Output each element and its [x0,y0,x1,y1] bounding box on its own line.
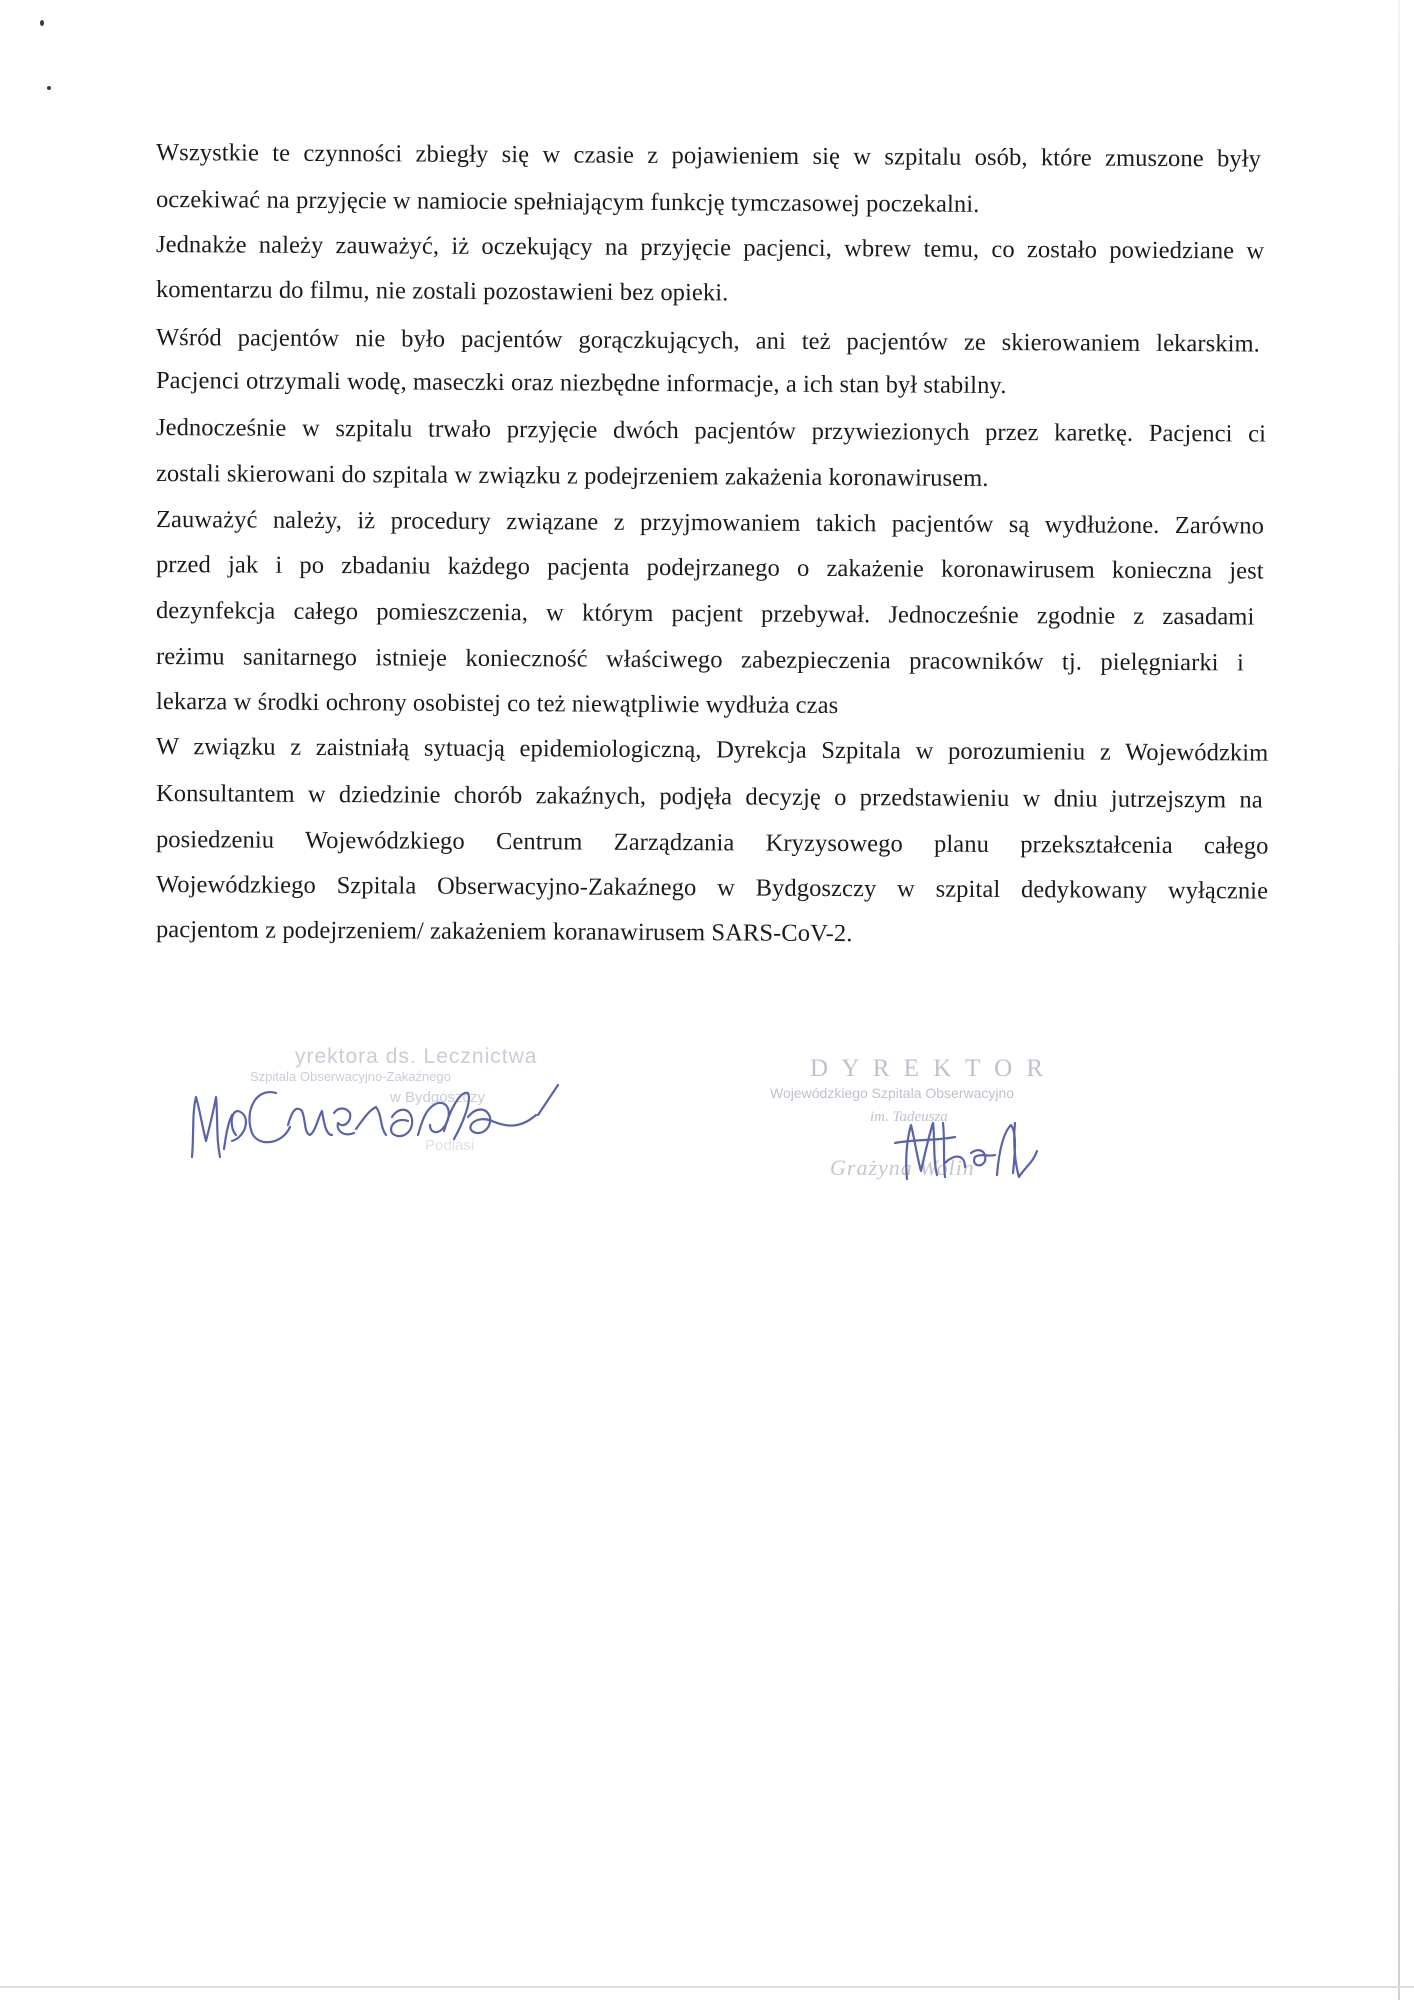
text-line: przed jak i po zbadaniu każdego pacjenta podejrzanego o zakażenie koronawirusem konieczna jest [155,551,1264,585]
text-line: Wojewódzkiego Szpitala Obserwacyjno-Zakaźnego w Bydgoszczy w szpital dedykowany wyłącznie [155,871,1269,905]
scan-speck [40,20,44,26]
text-line: Jednakże należy zauważyć, iż oczekujący na przyjęcie pacjenci, wbrew temu, co zostało powiedziane w [155,231,1265,265]
stamp-line: Podlasi [425,1137,475,1154]
signature-left [186,1045,606,1175]
scan-edge-right [1398,0,1400,2000]
text-line: pacjentom z podejrzeniem/ zakażeniem koranawirusem SARS-CoV-2. [155,916,853,948]
text-line: Jednocześnie w szpitalu trwało przyjęcie dwóch pacjentów przywiezionych przez karetkę. Pacjenci ci [155,414,1267,448]
text-line: komentarzu do filmu, nie zostali pozostawieni bez opieki. [155,276,729,307]
scan-speck [47,86,51,90]
signature-right [885,1083,1085,1203]
text-line: oczekiwać na przyjęcie w namiocie spełniającym funkcję tymczasowej poczekalni. [155,186,980,218]
text-line: posiedzeniu Wojewódzkiego Centrum Zarządzania Kryzysowego planu przekształcenia całego [155,826,1269,860]
text-line: Wszystkie te czynności zbiegły się w czasie z pojawieniem się w szpitalu osób, które zmuszone były [155,139,1262,173]
stamp-line: im. Tadeusza [870,1109,948,1125]
deputy-director-stamp [190,1045,610,1175]
text-line: Pacjenci otrzymali wodę, maseczki oraz niezbędne informacje, a ich stan był stabilny. [155,367,1007,400]
text-line: W związku z zaistniałą sytuacją epidemiologiczną, Dyrekcja Szpitala w porozumieniu z Wojewódzkim [155,733,1269,767]
stamp-line: Szpitala Obserwacyjno-Zakaźnego [250,1069,451,1084]
stamp-line: Grażyna Wolin [830,1155,975,1180]
scan-edge-bottom [0,1986,1414,1988]
text-line: Konsultantem w dziedzinie chorób zakaźnych, podjęła decyzję o przedstawieniu w dniu jutrzejszym na [155,780,1263,814]
stamp-line: w Bydgoszczy [390,1089,486,1106]
director-stamp [770,1055,1070,1195]
text-line: Wśród pacjentów nie było pacjentów gorączkujących, ani też pacjentów ze skierowaniem lekarskim. [155,324,1261,358]
text-line: zostali skierowani do szpitala w związku z podejrzeniem zakażenia koronawirusem. [155,460,989,492]
stamp-line: D Y R E K T O R [810,1055,1048,1082]
text-line: Zauważyć należy, iż procedury związane z przyjmowaniem takich pacjentów są wydłużone. Zarówno [155,506,1265,540]
stamp-line: Wojewódzkiego Szpitala Obserwacyjno [770,1085,1015,1101]
text-line: lekarza w środki ochrony osobistej co też niewątpliwie wydłuża czas [155,688,839,720]
text-line: reżimu sanitarnego istnieje konieczność właściwego zabezpieczenia pracowników tj. pielęgniarki i [155,643,1245,677]
text-line: dezynfekcja całego pomieszczenia, w którym pacjent przebywał. Jednocześnie zgodnie z zasadami [155,597,1255,631]
stamp-line: yrektora ds. Lecznictwa [295,1045,538,1068]
